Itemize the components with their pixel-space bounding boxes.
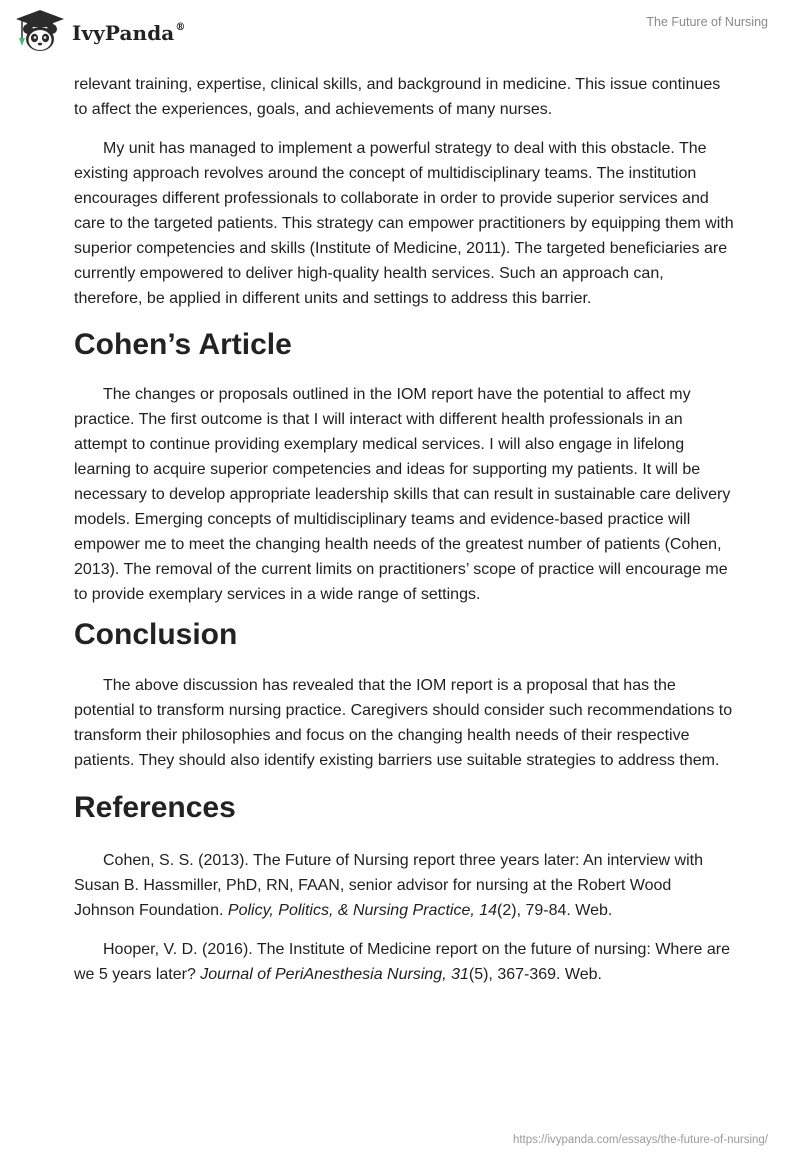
reference-journal: Policy, Politics, & Nursing Practice, 14 — [227, 902, 498, 919]
reference-item — [74, 848, 734, 923]
heading-conclusion: Conclusion — [74, 618, 238, 651]
paragraph-continued: relevant training, expertise, clinical skills, and background in medicine. This issue continues to affect the experiences, goals, and achievements of many nurses. — [74, 76, 721, 118]
reference-issue: (5), 367-369. Web. — [468, 966, 602, 983]
essay-body — [74, 72, 734, 987]
panda-graduation-cap-icon — [14, 8, 66, 54]
reference-text: Cohen, S. S. (2013). The Future of Nursing report three years later: An interview with Susan B. Hassmiller, PhD, RN, FAAN, senior advisor for nursing at the Robert Wood Johnson Foundation. — [74, 852, 703, 919]
reference-journal: Journal of PeriAnesthesia Nursing, 31 — [200, 966, 469, 983]
reference-item — [74, 937, 734, 987]
heading-cohens-article: Cohen’s Article — [74, 328, 292, 361]
reference-issue: (2), 79-84. Web. — [497, 902, 613, 919]
page-header — [0, 0, 800, 70]
paragraph-conclusion: The above discussion has revealed that the IOM report is a proposal that has the potential to transform nursing practice. Caregivers should consider such recommendations to transform their philosophies and focus on the changing health needs of their respective patients. They should also identify existing barriers use suitable strategies to address them. — [74, 677, 733, 769]
document-title: The Future of Nursing — [646, 15, 768, 29]
paragraph-cohen: The changes or proposals outlined in the IOM report have the potential to affect my practice. The first outcome is that I will interact with different health professionals in an attempt to continue providing exemplary medical services. I will also engage in lifelong learning to acquire superior competencies and ideas for supporting my patients. It will be necessary to develop appropriate leadership skills that can result in sustainable care delivery models. Emerging concepts of multidisciplinary teams and evidence-based practice will empower me to meet the changing health needs of the greatest number of patients (Cohen, 2013). The removal of the current limits on practitioners’ scope of practice will encourage me to provide exemplary services in a wide range of settings. — [74, 386, 731, 603]
ivypanda-logo[interactable] — [14, 8, 185, 54]
reference-text: Hooper, V. D. (2016). The Institute of Medicine report on the future of nursing: Where are we 5 years later? — [74, 941, 731, 983]
source-url[interactable]: https://ivypanda.com/essays/the-future-of-nursing/ — [512, 1134, 768, 1146]
brand-name: IvyPanda® — [72, 21, 186, 45]
paragraph-strategy: My unit has managed to implement a powerful strategy to deal with this obstacle. The existing approach revolves around the concept of multidisciplinary teams. The institution encourages different professionals to collaborate in order to provide superior services and care to the targeted patients. This strategy can empower practitioners by equipping them with superior competencies and skills (Institute of Medicine, 2011). The targeted beneficiaries are currently empowered to deliver high-quality health services. Such an approach can, therefore, be applied in different units and settings to address this barrier. — [74, 140, 734, 307]
heading-references: References — [74, 791, 236, 824]
